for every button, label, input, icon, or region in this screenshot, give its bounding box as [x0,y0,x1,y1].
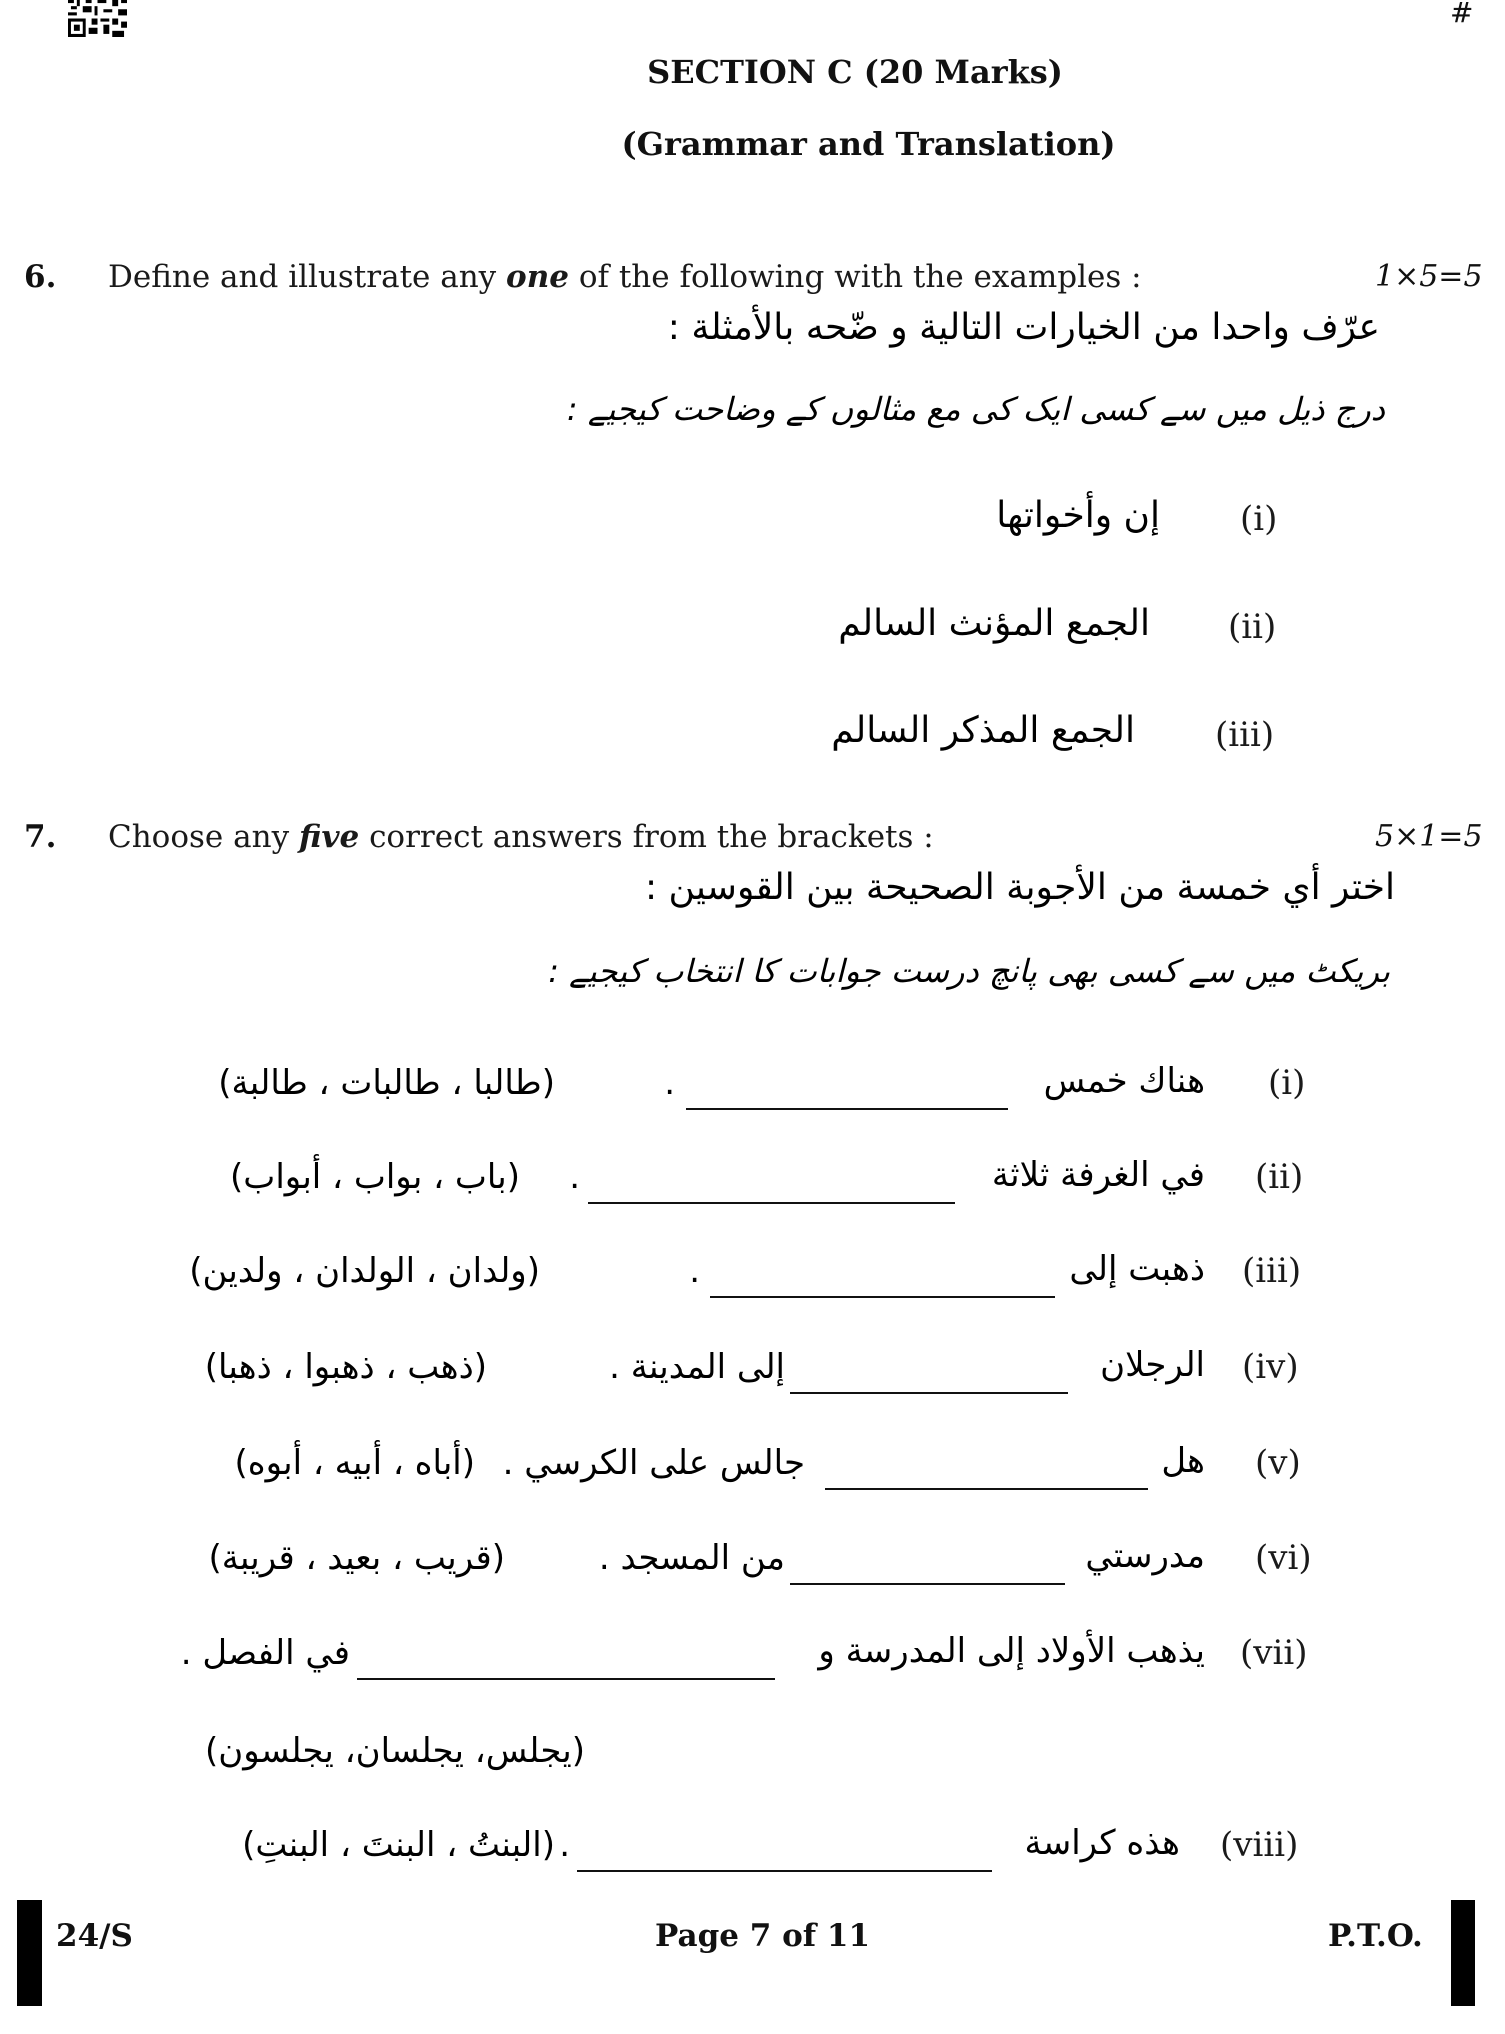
answer-options: (البنتُ ، البنتَ ، البنتِ) [242,1825,555,1865]
answer-options: (طالبا ، طالبات ، طالبة) [218,1063,555,1103]
question-number: 7. [24,819,57,855]
item-text: الجمع المؤنث السالم [838,603,1150,644]
sentence-end: . [689,1251,700,1291]
section-subtitle: (Grammar and Translation) [621,125,1116,163]
question-prompt-urdu: بریکٹ میں سے کسی بھی پانچ درست جوابات کا انتخاب کیجیے : [548,952,1390,990]
pto-label: P.T.O. [1328,1918,1423,1954]
answer-blank[interactable] [588,1202,955,1204]
item-label: (vi) [1255,1538,1312,1578]
item-label: (i) [1268,1063,1306,1103]
question-prompt-arabic: اختر أي خمسة من الأجوبة الصحيحة بين القوسين : [644,867,1395,908]
sentence-start: الرجلان [1100,1345,1205,1385]
item-label: (v) [1255,1443,1301,1483]
marks-allocation: 5×1=5 [1375,819,1483,854]
answer-blank[interactable] [577,1870,992,1872]
answer-options: (أباه ، أبيه ، أبوه) [234,1443,475,1483]
sentence-start: في الغرفة ثلاثة [991,1155,1205,1195]
answer-options: (ولدان ، الولدان ، ولدين) [189,1251,540,1291]
sentence-start: يذهب الأولاد إلى المدرسة و [818,1631,1205,1671]
paper-code: 24/S [56,1918,133,1954]
sentence-end: . [569,1157,580,1197]
answer-options: (باب ، بواب ، أبواب) [230,1157,520,1197]
sentence-start: مدرستي [1085,1536,1205,1576]
item-label: (iii) [1215,715,1275,755]
prompt-emphasis: one [506,259,569,295]
item-text: إن وأخواتها [996,495,1160,536]
item-label: (vii) [1240,1633,1308,1673]
sentence-end: جالس على الكرسي . [502,1443,805,1483]
answer-options: (ذهب ، ذهبوا ، ذهبا) [204,1347,487,1387]
prompt-text: correct answers from the brackets : [359,819,934,855]
sentence-end: في الفصل . [180,1633,350,1673]
item-label: (ii) [1228,607,1277,647]
answer-options: (يجلس، يجلسان، يجلسون) [205,1731,585,1771]
answer-options: (قريب ، بعيد ، قريبة) [208,1538,505,1578]
prompt-text: Choose any [108,819,299,855]
answer-blank[interactable] [686,1108,1008,1110]
sentence-start: هذه كراسة [1024,1823,1180,1863]
sentence-end: . [664,1063,675,1103]
answer-blank[interactable] [790,1392,1068,1394]
marks-allocation: 1×5=5 [1375,259,1483,294]
page-number: Page 7 of 11 [655,1918,871,1954]
sentence-start: هل [1161,1441,1205,1481]
footer-right-bar [1451,1900,1475,2006]
prompt-text: Define and illustrate any [108,259,507,295]
prompt-emphasis: five [298,819,360,855]
sentence-end: من المسجد . [598,1538,785,1578]
answer-blank[interactable] [710,1296,1055,1298]
item-text: الجمع المذكر السالم [831,710,1135,751]
answer-blank[interactable] [790,1583,1065,1585]
answer-blank[interactable] [825,1488,1148,1490]
question-prompt-english [108,259,1142,295]
question-prompt-urdu: درج ذیل میں سے کسی ایک کی مع مثالوں کے وضاحت کیجیے : [566,390,1385,428]
item-label: (iii) [1242,1251,1302,1291]
question-prompt-english [108,819,934,855]
item-label: (i) [1240,499,1278,539]
question-number: 6. [24,259,57,295]
corner-mark: # [1450,0,1474,29]
sentence-start: هناك خمس [1043,1061,1205,1101]
item-label: (iv) [1242,1347,1299,1387]
answer-blank[interactable] [357,1678,775,1680]
item-label: (viii) [1220,1825,1299,1865]
footer-left-bar [17,1900,42,2006]
section-title: SECTION C (20 Marks) [647,53,1063,91]
sentence-start: ذهبت إلى [1069,1249,1205,1289]
prompt-text: of the following with the examples : [569,259,1142,295]
sentence-end: إلى المدينة . [609,1347,785,1387]
question-prompt-arabic: عرّف واحدا من الخيارات التالية و ضّحه بالأمثلة : [667,307,1380,348]
sentence-end: . [559,1825,570,1865]
item-label: (ii) [1255,1157,1304,1197]
qr-code-icon [68,0,127,37]
